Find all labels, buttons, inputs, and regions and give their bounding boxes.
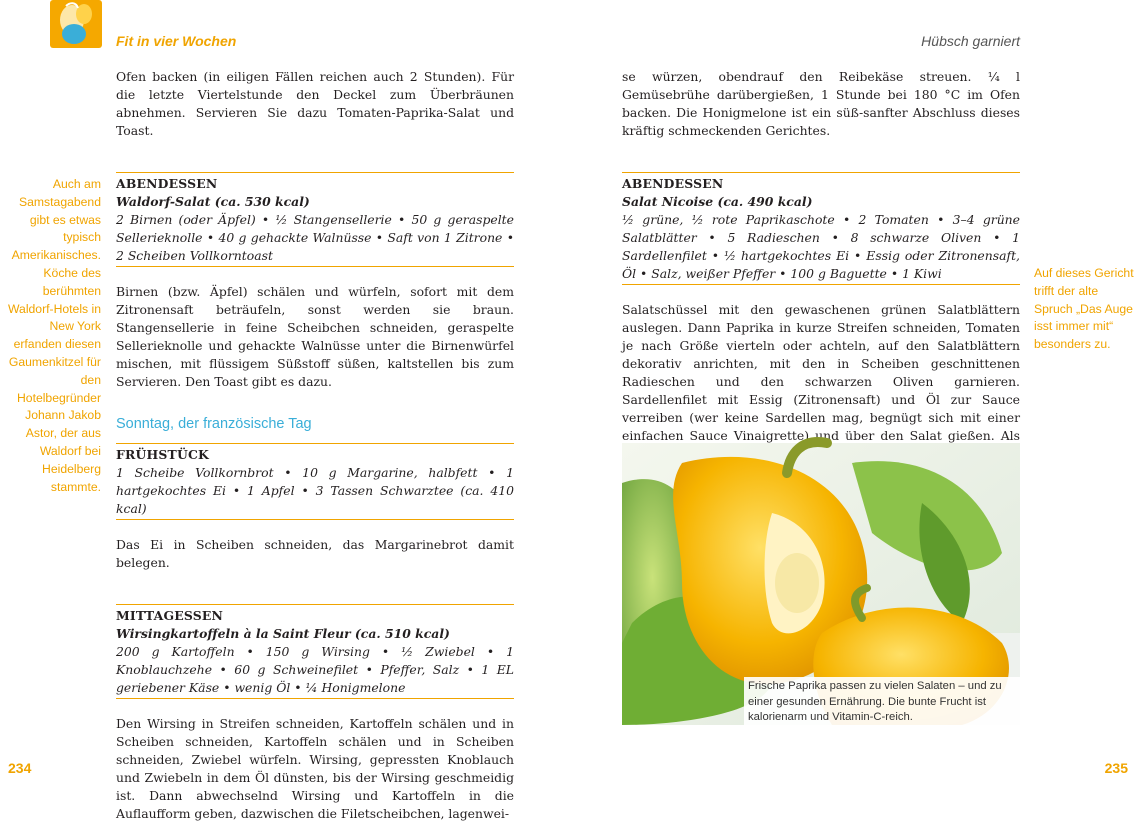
ingredients-list: 2 Birnen (oder Äpfel) • ½ Stangensellerie • 50 g geraspelte Sellerieknolle • 40 g gehackte Walnüsse • Saft von 1 Zitrone • 2 Scheiben Vollkorntoast <box>116 212 514 263</box>
ingredients-list: 1 Scheibe Vollkornbrot • 10 g Margarine, halbfett • 1 hartgekochtes Ei • 1 Apfel • 3 Tassen Schwarztee (ca. 410 kcal) <box>116 465 514 516</box>
recipe-text: Das Ei in Scheiben schneiden, das Margarinebrot damit belegen. <box>116 537 514 570</box>
recipe-box-abendessen <box>622 172 1020 285</box>
ingredients-list: ½ grüne, ½ rote Paprikaschote • 2 Tomaten • 3–4 grüne Salatblätter • 5 Radieschen • 8 schwarze Oliven • 1 Sardellenfilet • ½ hartgekochtes Ei • Essig oder Zitronensaft, Öl • Salz, weißer Pfeffer • 100 g Baguette • 1 Kiwi <box>622 212 1020 281</box>
intro-text: se würzen, obendrauf den Reibekäse streuen. ¼ l Gemüsebrühe darübergießen, 1 Stunde bei 180 °C im Ofen backen. Die Honigmelone ist ein süß-sanfter Abschluss dieses kräftig schmeckenden Gerichtes. <box>622 69 1020 138</box>
section-title: Sonntag, der französische Tag <box>116 416 312 432</box>
meal-title: ABENDESSEN <box>622 176 724 191</box>
meal-title: MITTAGESSEN <box>116 608 224 623</box>
recipe-text: Den Wirsing in Streifen schneiden, Kartoffeln schälen und in Scheiben schneiden, Kartoffeln schälen und in Scheiben schneiden, Zwiebel würfeln. Wirsing, gepressten Knoblauch und Zwiebeln in dem Öl dünsten, bis der Wirsing geschmeidig ist. Dann abwechselnd Wirsing und Kartoffeln in die Auflaufform geben, dazwischen die Filetscheibchen, lagenwei- <box>116 716 514 821</box>
left-column <box>116 68 514 823</box>
page-number-left: 234 <box>8 760 32 776</box>
right-column <box>622 68 1020 499</box>
recipe-text: Birnen (bzw. Äpfel) schälen und würfeln, sofort mit dem Zitronensaft beträufeln, sonst werden sie braun. Stangensellerie in feine Scheibchen schneiden, geraspelte Sellerieknolle und gehackte Walnüsse unter die Birnenwürfel mischen, mit flüssigem Süßstoff süßen, kaltstellen bis zum Servieren. Den Toast gibt es dazu. <box>116 284 514 389</box>
dish-title: Waldorf-Salat (ca. 530 kcal) <box>116 194 310 209</box>
recipe-text: Salatschüssel mit den gewaschenen grünen Salatblättern auslegen. Dann Paprika in kurze Streifen schneiden, Tomaten je nach Größe vierteln oder achteln, auf den Salatblättern dekorativ anrichten, mit den in Scheiben geschnittenen Radieschen und den schwarzen Oliven garnieren. Sardellenfilet mit Essig (Zitronensaft) und Öl zur Sauce verreiben (wer keine Sardellen mag, begnügt sich mit einer einfachen Sauce Vinaigrette) und über den Salat gießen. Als <box>622 302 1020 443</box>
ingredients-list: 200 g Kartoffeln • 150 g Wirsing • ½ Zwiebel • 1 Knoblauchzehe • 60 g Schweinefilet • Pfeffer, Salz • 1 EL geriebener Käse • wenig Öl • ¼ Honigmelone <box>116 644 514 695</box>
photo-caption: Frische Paprika passen zu vielen Salaten – und zu einer gesunden Ernährung. Die bunte Frucht ist kalorienarm und Vitamin-C-reich. <box>744 677 1020 725</box>
fruit-logo-icon <box>50 0 102 48</box>
meal-title: ABENDESSEN <box>116 176 218 191</box>
recipe-box-mittagessen <box>116 604 514 699</box>
chapter-title: Fit in vier Wochen <box>116 33 237 49</box>
margin-note-left: Auch am Samstagabend gibt es etwas typisch Amerikanisches. Köche des berühmten Waldorf-Hotels in New York erfanden diesen Gaumenkitzel für den Hotelbegründer Johann Jakob Astor, der aus Waldorf bei Heidelberg stammte. <box>7 177 101 494</box>
recipe-box-abendessen <box>116 172 514 267</box>
page-section-title: Hübsch garniert <box>921 33 1020 49</box>
recipe-box-fruehstueck <box>116 443 514 520</box>
dish-title: Wirsingkartoffeln à la Saint Fleur (ca. 510 kcal) <box>116 626 450 641</box>
page-number-right: 235 <box>1104 760 1128 776</box>
meal-title: FRÜHSTÜCK <box>116 447 210 462</box>
dish-title: Salat Nicoise (ca. 490 kcal) <box>622 194 813 209</box>
margin-note-right: Auf dieses Gericht trifft der alte Spruch „Das Auge isst immer mit“ besonders zu. <box>1034 266 1134 352</box>
intro-text: Ofen backen (in eiligen Fällen reichen auch 2 Stunden). Für die letzte Viertelstunde den Deckel zum Überbräunen abnehmen. Servieren Sie dazu Tomaten-Paprika-Salat und Toast. <box>116 69 514 138</box>
